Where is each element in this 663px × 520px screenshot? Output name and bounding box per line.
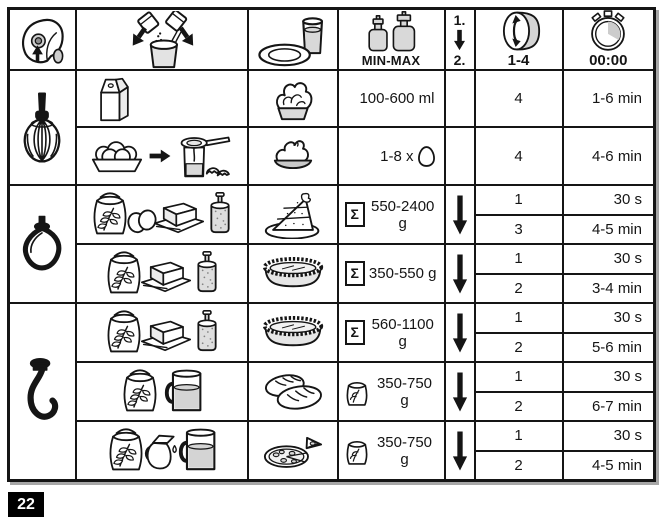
quantity-value: 350-750 g <box>376 433 433 468</box>
speed-value: 2 <box>514 397 523 415</box>
butter-icon <box>140 257 192 295</box>
result-cell <box>248 127 338 185</box>
ingredients-cell <box>76 421 248 481</box>
header-time-cell <box>563 9 655 71</box>
speed-value: 4 <box>514 90 523 107</box>
time-cell <box>563 392 655 422</box>
min-max-label: MIN-MAX <box>361 53 421 68</box>
page-number: 22 <box>17 495 35 513</box>
flour-bag-icon <box>120 363 160 413</box>
time-cell <box>563 421 655 451</box>
time-value: 30 s <box>613 309 642 327</box>
speed-value: 1 <box>514 309 523 327</box>
step-2-label: 2. <box>453 51 466 68</box>
step-order-cell-empty <box>445 70 475 127</box>
speed-range-label: 1-4 <box>507 52 530 69</box>
time-value: 6-7 min <box>591 397 642 415</box>
measuring-jug-icon <box>176 428 218 472</box>
egg-separator-cup-icon <box>177 133 233 180</box>
time-cell <box>563 303 655 333</box>
quantity-value: 550-2400 g <box>371 197 435 232</box>
speed-cell <box>475 333 563 363</box>
flat-beater-icon <box>19 214 65 274</box>
plate-glass-icon <box>257 12 329 68</box>
step-order-cell <box>445 244 475 303</box>
page-number-badge <box>8 492 44 517</box>
time-value: 30 s <box>613 368 642 386</box>
speed-cell <box>475 70 563 127</box>
result-cell <box>248 421 338 481</box>
header-result-cell <box>248 9 338 71</box>
weights-icon <box>363 11 419 53</box>
ingredients-cell <box>76 362 248 421</box>
header-ingredients-cell <box>76 9 248 71</box>
time-cell <box>563 215 655 245</box>
row-pastry <box>9 244 655 274</box>
quantity-cell <box>338 70 445 127</box>
step-order-cell-empty <box>445 127 475 185</box>
header-speed-cell <box>475 9 563 71</box>
pizza-icon <box>263 433 323 469</box>
balloon-whisk-icon <box>21 90 63 166</box>
stopwatch-icon <box>586 10 630 52</box>
milk-cream-carton-icon <box>95 75 133 123</box>
step-order-cell <box>445 185 475 244</box>
speed-cell <box>475 185 563 215</box>
speed-value: 1 <box>514 191 523 209</box>
time-cell <box>563 362 655 392</box>
pie-crust-icon <box>262 255 324 292</box>
pouring-ingredients-icon <box>127 11 197 69</box>
step-1-label: 1. <box>453 11 466 28</box>
time-cell <box>563 451 655 481</box>
quantity-value: 350-750 g <box>376 374 433 409</box>
ingredients-cell <box>76 244 248 303</box>
result-cell <box>248 303 338 362</box>
butter-icon <box>153 198 205 236</box>
oil-jug-icon <box>142 432 180 472</box>
quantity-value: 350-550 g <box>368 265 437 282</box>
flour-bag-small-icon <box>345 436 369 466</box>
row-pizza-dough <box>9 421 655 451</box>
attachment-cell-hook <box>9 303 76 481</box>
arrow-right-icon <box>148 147 172 165</box>
time-cell <box>563 185 655 215</box>
time-value: 5-6 min <box>591 338 642 356</box>
quantity-value: 1-8 x <box>380 147 414 165</box>
attachment-cell-whisk <box>9 70 76 185</box>
time-value: 1-6 min <box>591 90 642 107</box>
mixing-guide-table <box>7 7 656 482</box>
speed-cell <box>475 421 563 451</box>
step-order-cell <box>445 303 475 362</box>
speed-cell <box>475 303 563 333</box>
down-arrow-icon <box>452 429 468 473</box>
quantity-cell <box>338 244 445 303</box>
speed-value: 2 <box>514 338 523 356</box>
step-order-cell <box>445 421 475 481</box>
cake-slice-icon <box>264 190 322 239</box>
down-arrow-icon <box>452 370 468 414</box>
time-value: 30 s <box>613 427 642 445</box>
time-cell <box>563 333 655 363</box>
attachment-cell-beater <box>9 185 76 303</box>
dough-hook-icon <box>22 356 62 428</box>
row-cake-batter <box>9 185 655 215</box>
speed-value: 3 <box>514 220 523 238</box>
egg-icon <box>418 145 435 168</box>
row-egg-whites <box>9 127 655 185</box>
flour-bag-icon <box>104 245 144 295</box>
quantity-cell <box>338 362 445 421</box>
row-shortcrust <box>9 303 655 333</box>
ingredients-cell <box>76 303 248 362</box>
speed-value: 1 <box>514 427 523 445</box>
sugar-shaker-icon <box>207 192 233 236</box>
egg-tray-icon <box>91 139 143 173</box>
time-value: 30 s <box>613 250 642 268</box>
quantity-cell <box>338 421 445 481</box>
whipped-cream-icon <box>270 77 316 121</box>
time-value: 30 s <box>613 191 642 209</box>
quantity-value: 100-600 ml <box>359 90 435 107</box>
ingredients-cell <box>76 70 248 127</box>
flour-bag-icon <box>90 186 130 236</box>
down-arrow-icon <box>452 193 468 237</box>
result-cell <box>248 185 338 244</box>
mixer-head-icon <box>16 14 68 66</box>
measuring-jug-icon <box>162 369 204 413</box>
beaten-egg-whites-icon <box>270 136 316 176</box>
flour-bag-icon <box>106 422 146 472</box>
speed-value: 1 <box>514 250 523 268</box>
sigma-total-icon: Σ <box>345 202 365 227</box>
quantity-cell <box>338 127 445 185</box>
result-cell <box>248 362 338 421</box>
ingredients-cell <box>76 127 248 185</box>
flour-bag-small-icon <box>345 377 369 407</box>
time-cell <box>563 70 655 127</box>
sugar-shaker-icon <box>194 251 220 295</box>
sugar-shaker-icon <box>194 310 220 354</box>
quantity-cell <box>338 303 445 362</box>
speed-cell <box>475 127 563 185</box>
header-row <box>9 9 655 71</box>
speed-cell <box>475 215 563 245</box>
flour-bag-icon <box>104 304 144 354</box>
ingredients-cell <box>76 185 248 244</box>
speed-cell <box>475 362 563 392</box>
bread-loaves-icon <box>262 372 324 412</box>
speed-value: 4 <box>514 147 523 165</box>
speed-dial-icon <box>493 10 545 52</box>
time-value: 4-5 min <box>591 456 642 474</box>
time-value: 3-4 min <box>591 279 642 297</box>
time-value: 4-6 min <box>591 147 642 165</box>
header-step-order-cell <box>445 9 475 71</box>
butter-icon <box>140 316 192 354</box>
time-value: 4-5 min <box>591 220 642 238</box>
row-whipped-cream <box>9 70 655 127</box>
speed-cell <box>475 451 563 481</box>
speed-cell <box>475 244 563 274</box>
time-cell <box>563 244 655 274</box>
timer-label: 00:00 <box>589 52 628 69</box>
row-bread-dough <box>9 362 655 392</box>
result-cell <box>248 244 338 303</box>
time-cell <box>563 274 655 304</box>
speed-value: 2 <box>514 279 523 297</box>
time-cell <box>563 127 655 185</box>
quantity-cell <box>338 185 445 244</box>
result-cell <box>248 70 338 127</box>
speed-cell <box>475 274 563 304</box>
speed-cell <box>475 392 563 422</box>
down-arrow-icon <box>452 252 468 296</box>
down-arrow-icon <box>452 311 468 355</box>
sigma-total-icon: Σ <box>345 320 365 345</box>
quantity-value: 560-1100 g <box>371 315 434 350</box>
sigma-total-icon: Σ <box>345 261 365 286</box>
speed-value: 1 <box>514 368 523 386</box>
header-appliance-cell <box>9 9 76 71</box>
header-quantity-cell <box>338 9 445 71</box>
speed-value: 2 <box>514 456 523 474</box>
pie-crust-icon <box>262 314 324 351</box>
step-order-down-arrow-icon <box>446 13 474 67</box>
step-order-cell <box>445 362 475 421</box>
